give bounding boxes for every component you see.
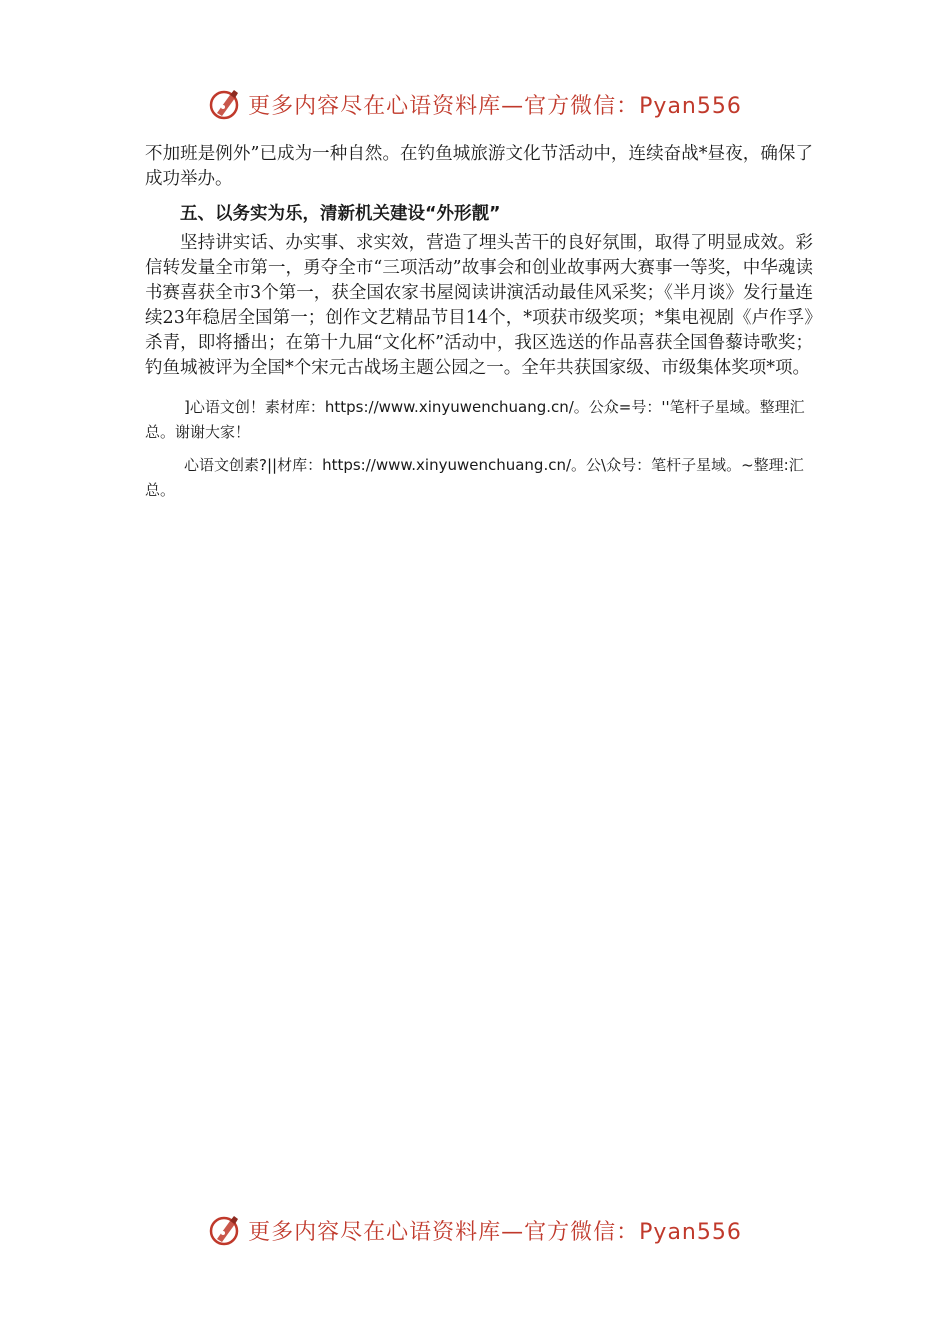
footer-banner bbox=[0, 1208, 950, 1252]
source-note-1: ]心语文创！素材库：https://www.xinyuwenchuang.cn/。公众=号：''笔杆子星域。整理汇总。谢谢大家！ bbox=[145, 398, 805, 441]
footer-wechat-id: Pyan556 bbox=[639, 1219, 742, 1245]
footer-banner-text: 更多内容尽在心语资料库—官方微信：Pyan556 bbox=[248, 1219, 742, 1245]
document-body bbox=[145, 142, 813, 503]
section-heading-5: 五、以务实为乐，清新机关建设“外形靓” bbox=[180, 204, 501, 224]
header-banner-text: 更多内容尽在心语资料库—官方微信：Pyan556 bbox=[248, 93, 742, 119]
pen-logo-icon bbox=[208, 87, 242, 121]
paragraph-continued: 不加班是例外”已成为一种自然。在钓鱼城旅游文化节活动中，连续奋战*昼夜，确保了成功举办。 bbox=[145, 144, 813, 189]
paragraph-section-5: 坚持讲实话、办实事、求实效，营造了埋头苦干的良好氛围，取得了明显成效。彩信转发量全市第一，勇夺全市“三项活动”故事会和创业故事两大赛事一等奖，中华魂读书赛喜获全市3个第一，获全国农家书屋阅读讲演活动最佳风采奖；《半月谈》发行量连续23年稳居全国第一；创作文艺精品节目14个，*项获市级奖项；*集电视剧《卢作孚》杀青，即将播出；在第十九届“文化杯”活动中，我区选送的作品喜获全国鲁藜诗歌奖；钓鱼城被评为全国*个宋元古战场主题公园之一。全年共获国家级、市级集体奖项*项。 bbox=[145, 233, 813, 378]
header-banner bbox=[0, 82, 950, 126]
source-note-2: 心语文创素?||材库：https://www.xinyuwenchuang.cn/。公\众号：笔杆子星域。~整理:汇总。 bbox=[145, 456, 804, 499]
header-wechat-id: Pyan556 bbox=[639, 93, 742, 119]
pen-logo-icon bbox=[208, 1213, 242, 1247]
